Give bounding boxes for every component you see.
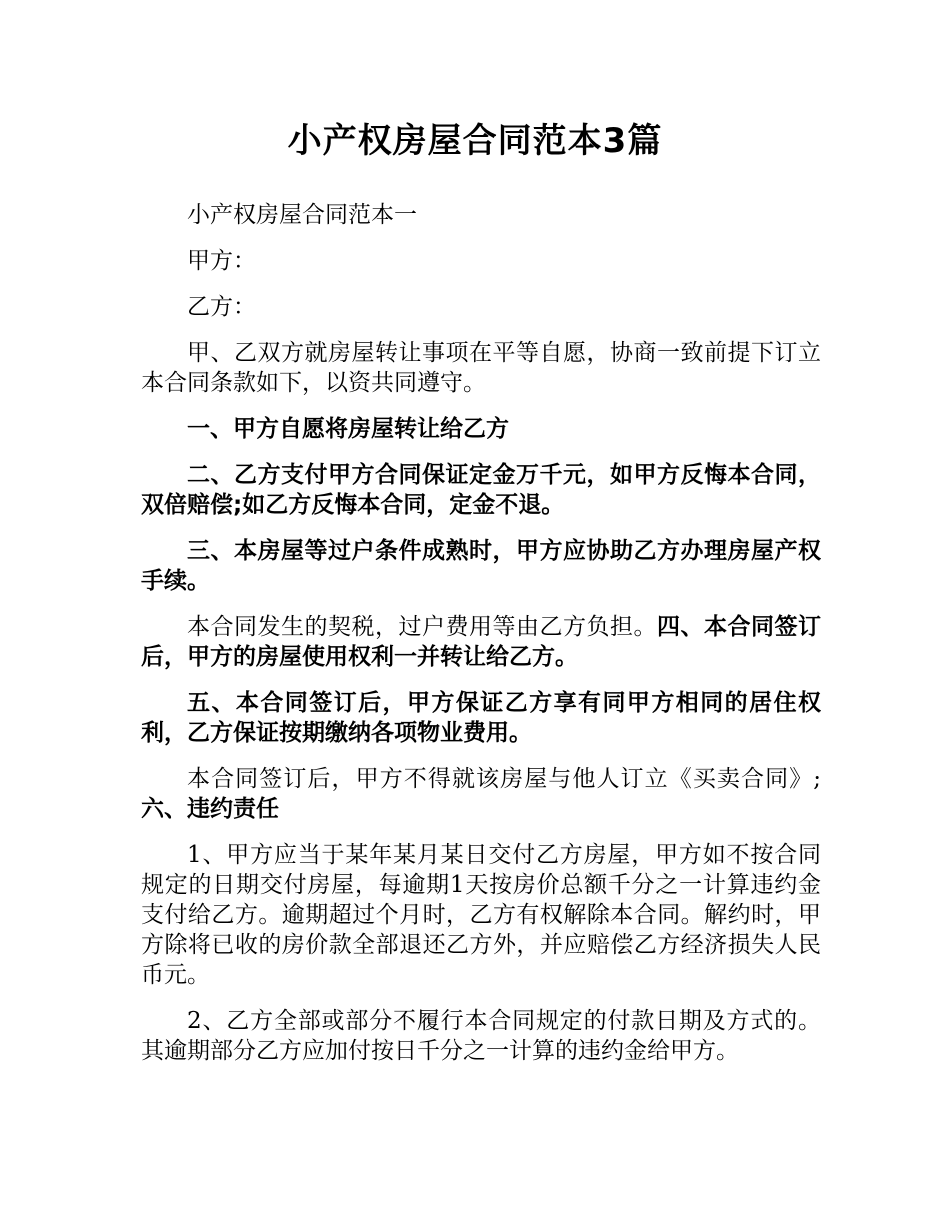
sales-contract-text: 本合同签订后，甲方不得就该房屋与他人订立《买卖合同》; bbox=[187, 766, 821, 792]
clause-1: 一、甲方自愿将房屋转让给乙方 bbox=[187, 416, 509, 442]
paragraph-subtitle: 小产权房屋合同范本一 bbox=[187, 202, 417, 228]
document-title: 小产权房屋合同范本3篇 bbox=[287, 121, 663, 161]
clause-3: 三、本房屋等过户条件成熟时，甲方应协助乙方办理房屋产权手续。 bbox=[141, 538, 821, 594]
paragraph-party-b: 乙方： bbox=[187, 294, 256, 320]
clause-5: 五、本合同签订后，甲方保证乙方享有同甲方相同的居住权利，乙方保证按期缴纳各项物业费用。 bbox=[141, 690, 821, 746]
paragraph-preamble: 甲、乙双方就房屋转让事项在平等自愿，协商一致前提下订立本合同条款如下，以资共同遵守。 bbox=[141, 340, 821, 396]
clause-6-heading: 六、违约责任 bbox=[141, 796, 279, 822]
clause-2: 二、乙方支付甲方合同保证定金万千元，如甲方反悔本合同，双倍赔偿;如乙方反悔本合同，定金不退。 bbox=[141, 462, 821, 518]
clause-4: 四、本合同签订后，甲方的房屋使用权利一并转让给乙方。 bbox=[141, 614, 821, 670]
paragraph-party-a: 甲方： bbox=[187, 248, 256, 274]
breach-item-2: 2、乙方全部或部分不履行本合同规定的付款日期及方式的。其逾期部分乙方应加付按日千分之一计算的违约金给甲方。 bbox=[141, 1008, 821, 1064]
paragraph-tax-and-clause-4 bbox=[141, 612, 821, 672]
document-body bbox=[141, 200, 821, 1082]
paragraph-sales-contract-and-clause-6 bbox=[141, 764, 821, 824]
breach-item-1: 1、甲方应当于某年某月某日交付乙方房屋，甲方如不按合同规定的日期交付房屋，每逾期1天按房价总额千分之一计算违约金支付给乙方。逾期超过个月时，乙方有权解除本合同。解约时，甲方除将已收的房价款全部退还乙方外，并应赔偿乙方经济损失人民币元。 bbox=[141, 842, 821, 988]
tax-text: 本合同发生的契税，过户费用等由乙方负担。 bbox=[187, 614, 657, 640]
